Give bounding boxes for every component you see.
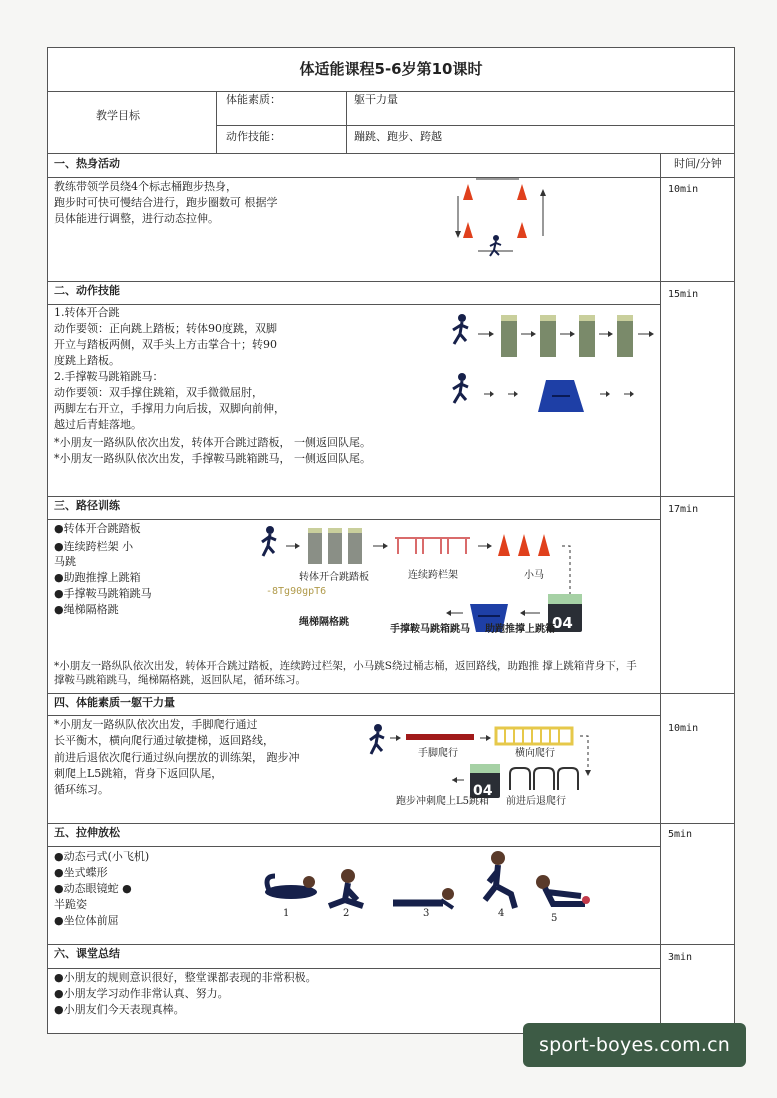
box-number: 04	[473, 783, 493, 799]
skills-diagram	[448, 310, 660, 420]
lesson-plan-sheet	[47, 47, 735, 1034]
divider	[216, 125, 734, 126]
objective-key: 动作技能：	[226, 130, 281, 143]
divider	[48, 823, 734, 824]
section-text-line: 前进后退依次爬行通过纵向摆放的训练架， 跑步冲	[54, 751, 300, 764]
objective-value: 蹦跳、跑步、跨越	[354, 130, 442, 143]
divider	[48, 304, 661, 305]
section-text-line: ●助跑推撑上跳箱	[54, 571, 141, 584]
time-column-header: 时间/分钟	[674, 157, 722, 170]
section-text-line: 员体能进行调整，进行动态拉伸。	[54, 212, 219, 225]
section-time: 15min	[668, 289, 699, 300]
section-text-line: ●动态眼镜蛇 ●	[54, 882, 132, 895]
section-text-line: ●小朋友的规则意识很好，整堂课都表现的非常积极。	[54, 971, 317, 984]
divider	[48, 177, 734, 178]
diagram-label: 转体开合跳踏板	[299, 572, 369, 583]
warmup-cone-diagram	[453, 176, 553, 266]
section-text-line: ●坐式蝶形	[54, 866, 108, 879]
divider	[660, 153, 661, 1033]
section-heading: 五、拉伸放松	[54, 826, 120, 839]
section-text-line: 教练带领学员绕4个标志桶跑步热身，	[54, 180, 237, 193]
figure-number: 2	[343, 908, 350, 919]
section-text-line: 越过后青蛙落地。	[54, 418, 142, 431]
divider	[48, 846, 661, 847]
section-text-line: ●绳梯隔格跳	[54, 603, 119, 616]
section-text-line: ●动态弓式(小飞机)	[54, 850, 150, 863]
section-text-line: 长平衡木，横向爬行通过敏捷梯，返回路线，	[54, 734, 274, 747]
section-text-line: 半跪姿	[54, 898, 87, 911]
section-text-line: ●转体开合跳踏板	[54, 522, 141, 535]
section-text-line: 度跳上踏板。	[54, 354, 120, 367]
divider	[48, 496, 734, 497]
diagram-label: -8Tg90gpT6	[266, 586, 327, 597]
section-text-line: 动作要领：双手撑住跳箱，双手微微屈肘，	[54, 386, 263, 399]
section-text-line: ●小朋友学习动作非常认真、努力。	[54, 987, 229, 1000]
section-text-line: ●坐位体前屈	[54, 914, 119, 927]
figure-number: 3	[423, 908, 430, 919]
divider	[48, 715, 661, 716]
divider	[48, 281, 734, 282]
figure-number: 5	[551, 913, 558, 924]
section-note: 撑鞍马跳箱跳马，绳梯隔格跳，返回队尾，循环练习。	[54, 674, 306, 686]
diagram-label: 小马	[524, 570, 544, 581]
section-text-line: 刺爬上L5跳箱，背身下返回队尾，	[54, 767, 223, 780]
section-text-line: 两脚左右开立，手撑用力向后拔，双脚向前伸，	[54, 402, 285, 415]
section-text-line: 循环练习。	[54, 783, 109, 796]
diagram-label: 手脚爬行	[418, 748, 458, 759]
watermark-badge: sport-boyes.com.cn	[523, 1023, 746, 1067]
section-text-line: 跑步时可快可慢结合进行，跑步圈数可 根据学	[54, 196, 278, 209]
diagram-label: 跑步冲刺爬上L5跳箱	[396, 796, 490, 807]
objective-value: 躯干力量	[354, 93, 398, 106]
section-text-line: ●连续跨栏架 小	[54, 540, 134, 553]
section-text-line: 2.手撑鞍马跳箱跳马：	[54, 370, 164, 383]
section-heading: 二、动作技能	[54, 284, 120, 297]
core-strength-diagram	[368, 722, 618, 802]
section-heading: 三、路径训练	[54, 499, 120, 512]
divider	[346, 91, 347, 153]
objective-key: 体能素质：	[226, 93, 281, 106]
divider	[216, 91, 217, 153]
figure-number: 4	[498, 908, 505, 919]
section-text-line: *小朋友一路纵队依次出发，手撑鞍马跳箱跳马， 一侧返回队尾。	[54, 452, 371, 465]
section-heading: 六、课堂总结	[54, 947, 120, 960]
diagram-label: 连续跨栏架	[408, 570, 458, 581]
section-time: 5min	[668, 829, 693, 840]
page-title: 体适能课程5-6岁第10课时	[299, 60, 483, 78]
section-text-line: 马跳	[54, 555, 76, 568]
diagram-label: 前进后退爬行	[506, 796, 566, 807]
divider	[48, 968, 661, 969]
diagram-label: 助跑推撑上跳箱	[485, 624, 555, 635]
diagram-label: 横向爬行	[515, 748, 555, 759]
section-text-line: 开立与踏板两侧，双手头上方击掌合十；转90	[54, 338, 277, 351]
section-time: 10min	[668, 184, 699, 195]
section-time: 3min	[668, 952, 693, 963]
section-text-line: 动作要领：正向跳上踏板；转体90度跳，双脚	[54, 322, 277, 335]
section-text-line: *小朋友一路纵队依次出发，转体开合跳过踏板， 一侧返回队尾。	[54, 436, 371, 449]
section-note: *小朋友一路纵队依次出发，转体开合跳过踏板，连续跨过栏架，小马跳S绕过桶志桶，返回路线，助跑推 撑上跳箱背身下，手	[54, 660, 637, 672]
section-time: 17min	[668, 504, 699, 515]
section-text-line: *小朋友一路纵队依次出发，手脚爬行通过	[54, 718, 258, 731]
section-text-line: ●手撑鞍马跳箱跳马	[54, 587, 152, 600]
section-text-line: ●小朋友们今天表现真棒。	[54, 1003, 185, 1016]
diagram-label: 手撑鞍马跳箱跳马	[390, 624, 470, 635]
section-heading: 一、热身活动	[54, 157, 120, 170]
divider	[48, 944, 734, 945]
divider	[48, 153, 734, 154]
box-number: 04	[552, 614, 573, 632]
section-heading: 四、体能素质一躯干力量	[54, 696, 175, 709]
divider	[48, 693, 734, 694]
diagram-label: 绳梯隔格跳	[299, 617, 349, 628]
objectives-label: 教学目标	[96, 109, 140, 122]
figure-number: 1	[283, 908, 290, 919]
section-time: 10min	[668, 723, 699, 734]
divider	[48, 519, 661, 520]
section-text-line: 1.转体开合跳	[54, 306, 120, 319]
